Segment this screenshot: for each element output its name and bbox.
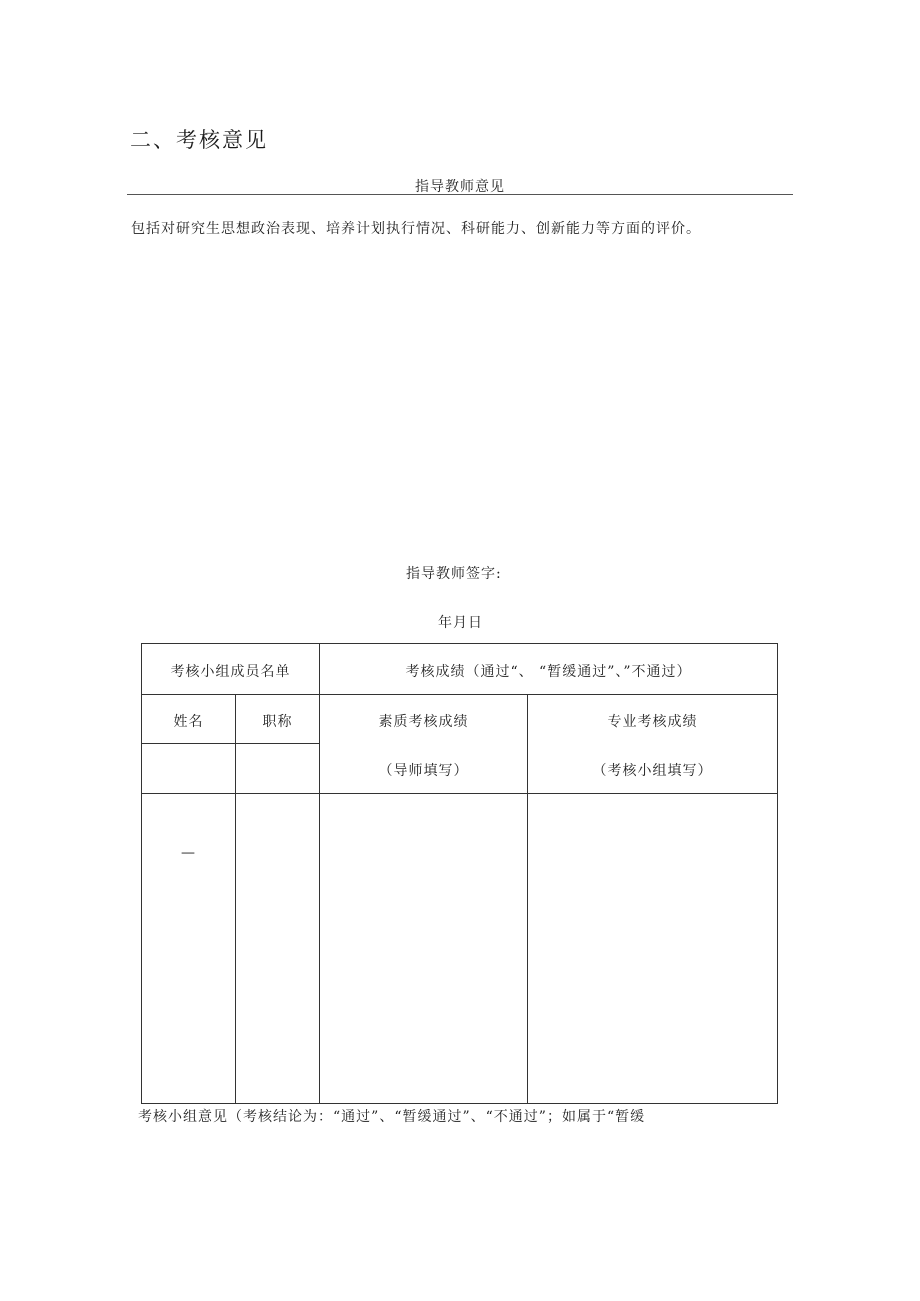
assessment-table xyxy=(141,643,778,1104)
result-header: 考核成绩（通过“、 “暂缓通过”、”不通过） xyxy=(405,664,692,680)
heading-divider xyxy=(127,194,793,195)
row-divider-name-title xyxy=(142,743,319,744)
quality-score-note: （导师填写） xyxy=(378,763,469,779)
advisor-instruction: 包括对研究生思想政治表现、培养计划执行情况、科研能力、创新能力等方面的评价。 xyxy=(131,221,701,237)
name-column-header: 姓名 xyxy=(173,714,204,730)
title-column-header: 职称 xyxy=(262,714,293,730)
members-header: 考核小组成员名单 xyxy=(170,664,291,680)
advisor-opinion-heading: 指导教师意见 xyxy=(415,179,505,195)
group-opinion-label: 考核小组意见（考核结论为：“通过”、“暂缓通过”、“不通过”；如属于“暂缓 xyxy=(138,1109,646,1125)
quality-score-header: 素质考核成绩 xyxy=(378,714,469,730)
professional-score-note: （考核小组填写） xyxy=(592,763,713,779)
row-divider-subheader xyxy=(142,793,777,794)
section-title: 二、考核意见 xyxy=(130,128,268,152)
advisor-signature-label: 指导教师签字: xyxy=(406,566,502,582)
date-label: 年月日 xyxy=(438,615,483,631)
professional-score-header: 专业考核成绩 xyxy=(607,714,698,730)
row-divider-header xyxy=(142,694,777,695)
col-divider-name xyxy=(235,694,236,1103)
col-divider-quality xyxy=(527,694,528,1103)
member-row-mark: — xyxy=(181,845,196,861)
